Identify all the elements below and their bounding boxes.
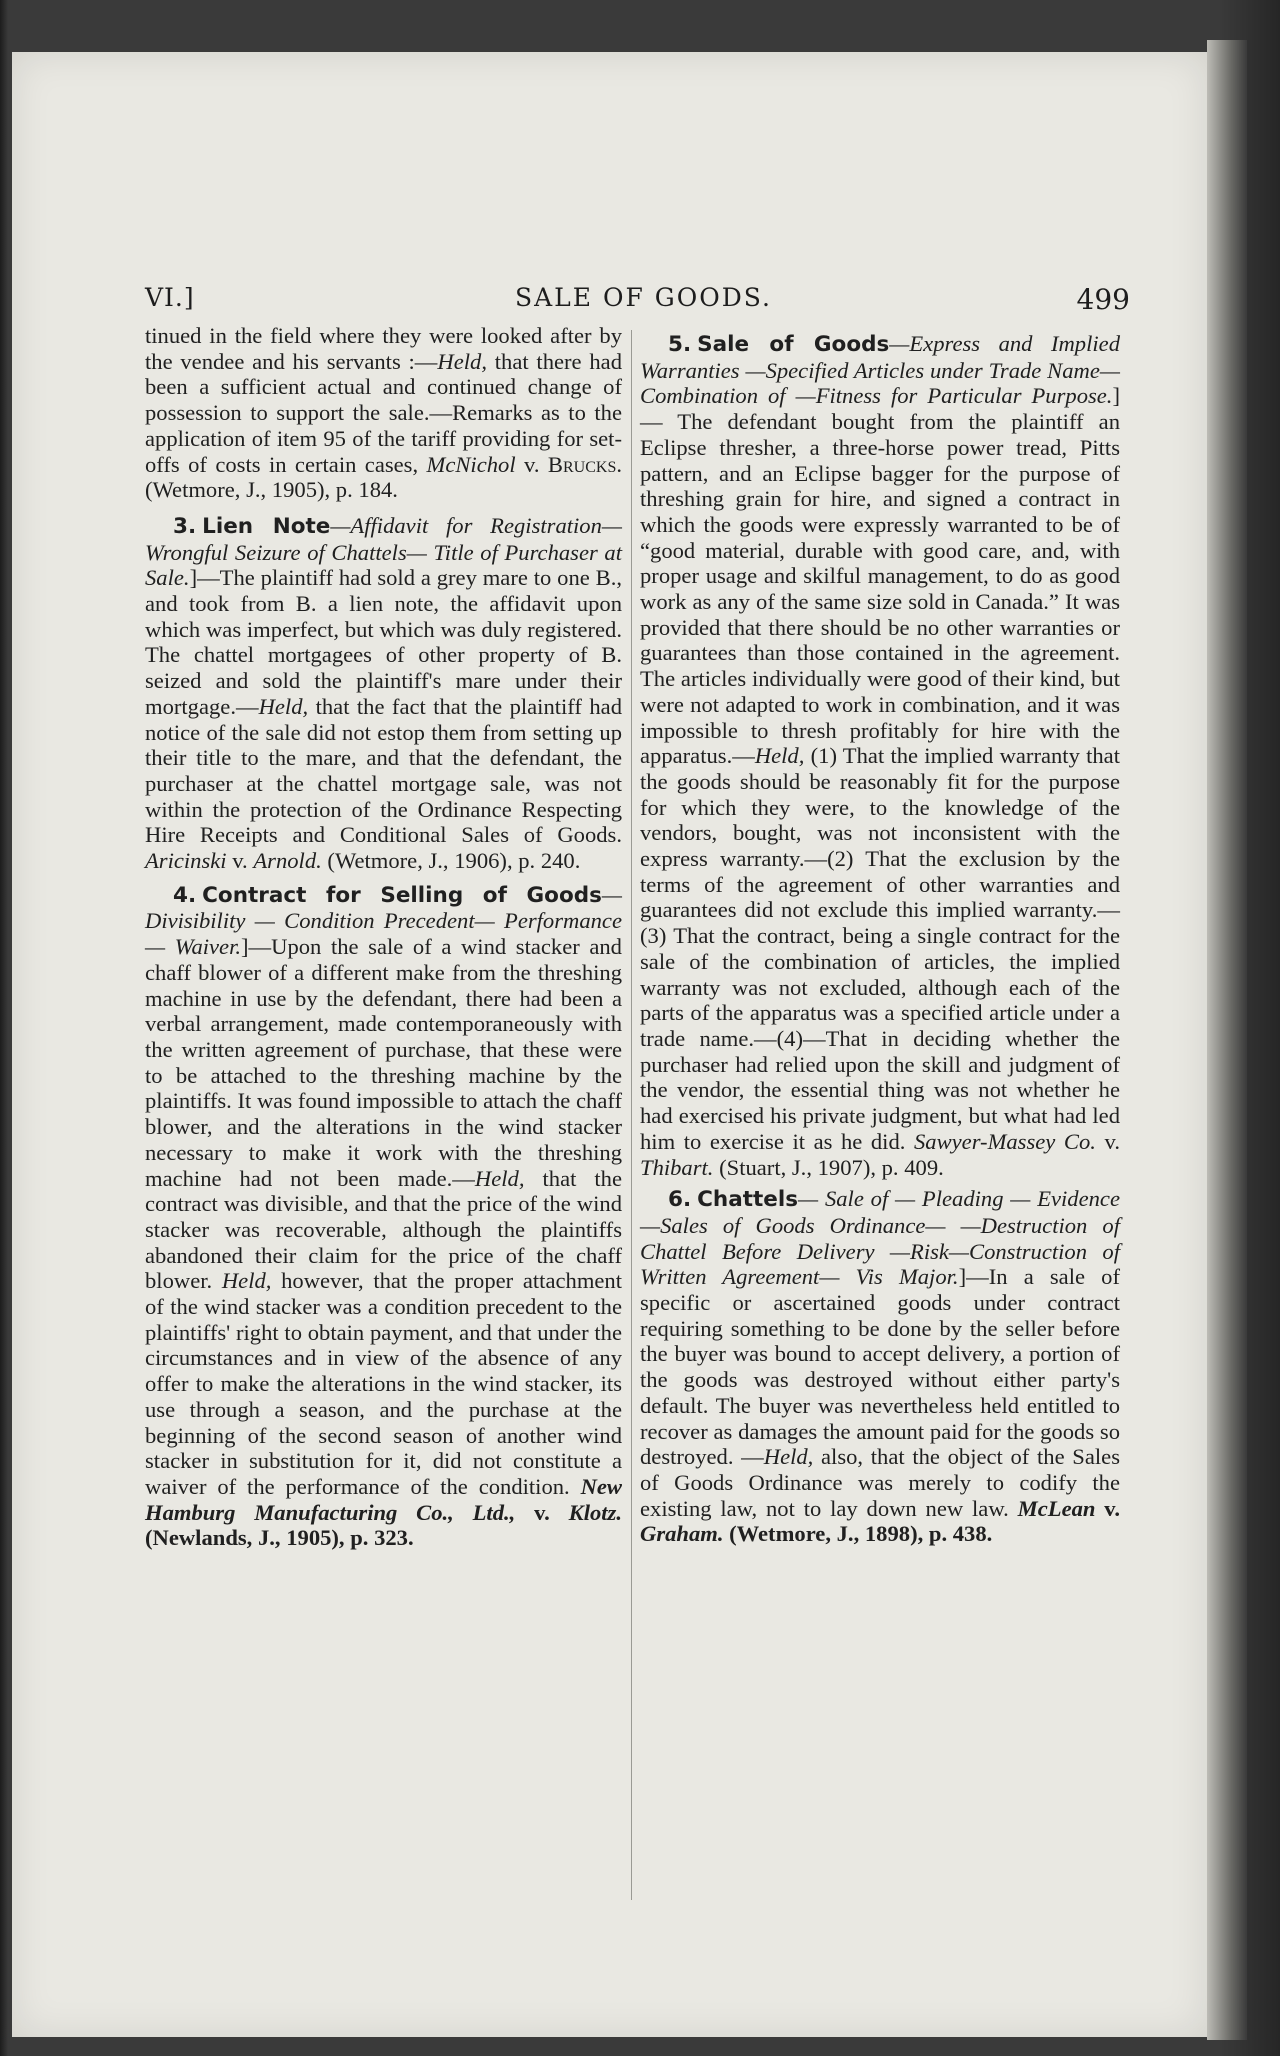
entry-body: ]—Upon the sale of a wind stacker and chaff blower of a different make from the threshing machine in use by the defendant, there had been a verbal arrangement, made contemporaneously with the written agreement of purchase, that these were to be attached to the threshing machine by the plaintiffs. It was found impossible to attach the chaff blower, and the alterations in the wind stacker necessary to make it work with the threshing machine had not been made.— (145, 934, 622, 1191)
entry-number: 3. (173, 513, 197, 539)
right-column (640, 323, 1120, 1553)
left-column (145, 323, 622, 1557)
citation: (Stuart, J., 1907), p. 409. (713, 1154, 944, 1180)
case-versus: v. (1095, 1495, 1120, 1521)
entry-heading: Lien Note (202, 513, 331, 539)
entry-number: 4. (173, 882, 197, 908)
entry-3 (145, 513, 622, 874)
entry-subheading: —Affidavit for Registration— Wrongful Seizure of Chattels— Title of Purchaser at Sale. (145, 512, 622, 591)
entry-number: 6. (668, 1187, 692, 1213)
held-label: Held, (763, 1444, 814, 1470)
citation: (Newlands, J., 1905), p. 323. (145, 1525, 414, 1551)
entry-heading: Contract for Selling of Goods (202, 882, 602, 908)
case-name: Aricinski (145, 848, 227, 874)
held-label: Held, (221, 1268, 272, 1294)
held-label: Held, (754, 743, 805, 769)
continuation-text: tinued in the field where they were looked after by the vendee and his servants :— (145, 323, 622, 374)
continuation-paragraph (145, 323, 622, 503)
case-name: Arnold. (253, 848, 322, 874)
entry-body: ]—The plaintiff had sold a grey mare to one B., and took from B. a lien note, the affidavit upon which was imperfect, but which was duly registered. The chattel mortgagees of other property of B. seized and sold the plaintiff's mare under their mortgage.— (145, 565, 622, 719)
page-edge (1207, 40, 1247, 2040)
case-name: Sawyer-Massey Co. (913, 1128, 1096, 1154)
entry-body: also, that the object of the Sales of Goods Ordinance was merely to codify the existing law, not to lay down new law. (640, 1444, 1120, 1521)
entry-subheading: — Sale of — Pleading — Evidence—Sales of Goods Ordinance— —Destruction of Chattel Before Delivery —Risk—Construction of Written Agreement— Vis Major. (640, 1186, 1120, 1290)
entry-body: that the fact that the plaintiff had notice of the sale did not estop them from setting up their title to the mare, and that the defendant, the purchaser at the chattel mortgage sale, was not within the protection of the Ordinance Respecting Hire Receipts and Conditional Sales of Goods. (145, 693, 622, 848)
case-versus: v. (515, 1499, 569, 1525)
held-label: Held, (258, 693, 309, 719)
citation: . (Wetmore, J., 1905), p. 184. (145, 451, 622, 503)
case-name: Klotz. (568, 1499, 623, 1525)
entry-6 (640, 1186, 1120, 1547)
case-name: McLean (1017, 1495, 1096, 1521)
case-name: McNichol (426, 451, 516, 477)
case-name: Thibart. (640, 1154, 714, 1180)
case-name: Graham. (640, 1521, 724, 1547)
entry-body: however, that the proper attachment of the wind stacker was a condition precedent to the plaintiffs' right to obtain payment, and that under the circumstances and in view of the absence of any offer to make the alterations in the wind stacker, its use through a season, and the purchase at the beginning of the second season of another wind stacker in substitution for it, did not constitute a waiver of the performance of the condition. (145, 1268, 622, 1499)
running-head (145, 283, 1130, 323)
entry-body: (1) That the implied warranty that the goods should be reasonably fit for the purpose for which they were, to the knowledge of the vendors, bought, was not inconsistent with the express warranty.—(2) That the exclusion by the terms of the agreement of other warranties and guarantees did not exclude this implied warranty.—(3) That the contract, being a single contract for the sale of the combination of articles, the implied warranty was not excluded, although each of the parts of the apparatus was a specified article under a trade name.—(4)—That in deciding whether the purchaser had relied upon the skill and judgment of the vendor, the essential thing was not whether he had exercised his private judgment, but what had led him to exercise it as he did. (640, 743, 1120, 1154)
entry-body: ] — The defendant bought from the plaintiff an Eclipse thresher, a three-horse power tread, Pitts pattern, and an Eclipse bagger for the purpose of threshing grain for hire, and signed a contract in which the goods were expressly warranted to be of “good material, durable with good care, and, with proper usage and skilful management, to do as good work as any of the same size sold in Canada.” It was provided that there should be no other warranties or guarantees than those contained in the agreement. The articles individually were good of their kind, but were not adapted to work in combination, and it was impossible to thresh profitably for hire with the apparatus.— (640, 383, 1120, 769)
entry-heading: Sale of Goods (697, 332, 890, 357)
case-name: New Hamburg Manufacturing Co., Ltd., (145, 1473, 622, 1525)
citation: (Wetmore, J., 1898), p. 438. (723, 1521, 993, 1547)
column-divider (631, 330, 632, 1900)
entry-body: ]—In a sale of specific or ascertained goods under contract requiring something to be done by the seller before the buyer was bound to accept delivery, a portion of the goods was destroyed without either party's default. The buyer was nevertheless held entitled to recover as damages the amount paid for the goods so destroyed. — (640, 1264, 1121, 1470)
page-title: SALE OF GOODS. (515, 283, 772, 312)
case-versus: v. (515, 451, 548, 477)
entry-heading: Chattels (697, 1187, 799, 1213)
entry-subheading: —Express and Implied Warranties —Specified Articles under Trade Name—Combination of —Fitness for Particular Purpose. (640, 331, 1120, 409)
entry-number: 5. (668, 332, 692, 357)
entry-body: that the contract was divisible, and that the price of the wind stacker was recoverable, although the plaintiffs abandoned their claim for the price of the chaff blower. (145, 1165, 622, 1294)
case-name: Brucks (547, 451, 617, 477)
entry-4 (145, 882, 622, 1551)
held-label: Held, (474, 1165, 525, 1191)
entry-subheading: — Divisibility — Condition Precedent— Performance— Waiver. (145, 881, 622, 960)
held-label: Held, (437, 348, 487, 374)
entry-5 (640, 331, 1120, 1180)
chapter-marker: VI.] (145, 283, 195, 312)
case-versus: v. (1095, 1128, 1120, 1154)
page-number: 499 (1076, 283, 1130, 316)
continuation-text: that there had been a sufficient actual and continued change of possession to support the sale.—Remarks as to the application of item 95 of the tariff providing for set-offs of costs in certain cases, (145, 348, 622, 477)
case-versus: v. (226, 848, 254, 874)
citation: (Wetmore, J., 1906), p. 240. (321, 848, 581, 874)
